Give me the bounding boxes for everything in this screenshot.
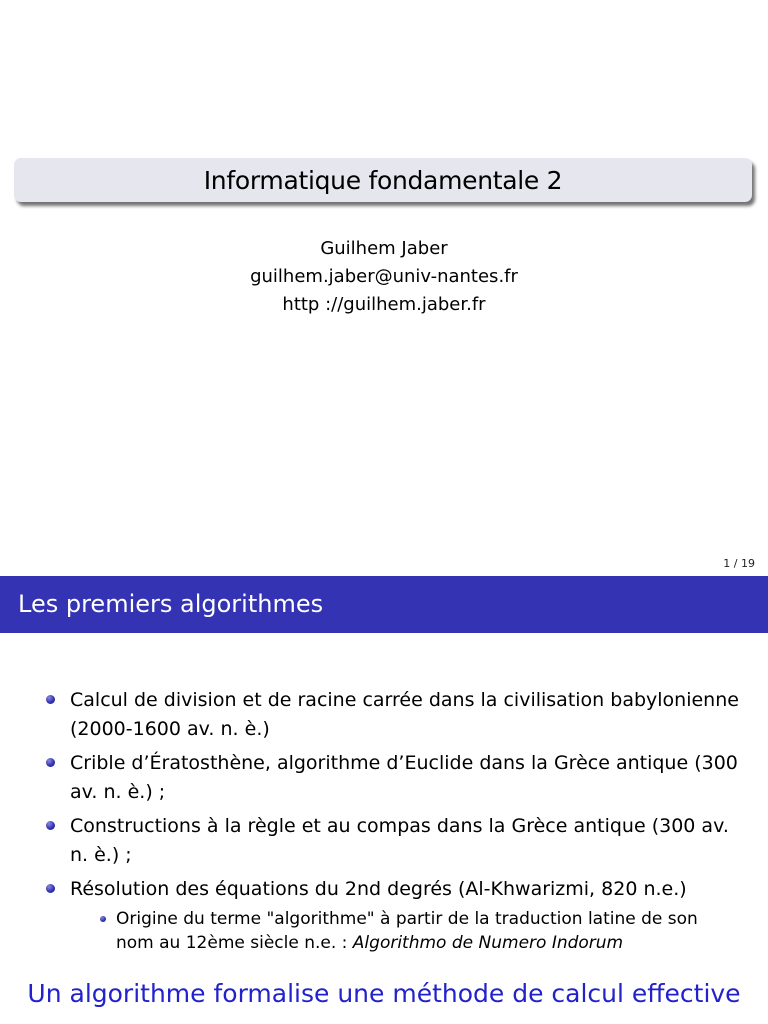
list-item bbox=[0, 749, 768, 807]
page-number: 1 / 19 bbox=[723, 557, 755, 570]
author-name: Guilhem Jaber bbox=[320, 238, 448, 259]
author-url: http ://guilhem.jaber.fr bbox=[282, 294, 486, 315]
list-item-text: Calcul de division et de racine carrée dans la civilisation babylonienne (2000-1600 av. n. è.) bbox=[70, 689, 739, 740]
presentation-title-box bbox=[14, 158, 752, 202]
bullet-ball-icon bbox=[46, 758, 55, 767]
sub-list-item-text: Origine du terme "algorithme" à partir de la traduction latine de son nom au 12ème siècle n.e. : bbox=[116, 909, 698, 953]
list-item-text: Résolution des équations du 2nd degrés (Al-Khwarizmi, 820 n.e.) bbox=[70, 878, 687, 900]
bullet-ball-icon bbox=[46, 884, 55, 893]
presentation-title: Informatique fondamentale 2 bbox=[203, 165, 563, 195]
bullet-ball-icon bbox=[46, 821, 55, 830]
sub-list bbox=[70, 907, 744, 955]
subbullet-ball-icon bbox=[100, 916, 106, 922]
callout-statement: Un algorithme formalise une méthode de calcul effective bbox=[27, 979, 741, 1008]
content-slide bbox=[0, 576, 768, 1024]
list-item bbox=[0, 812, 768, 870]
author-block bbox=[0, 235, 768, 319]
list-item-text: Constructions à la règle et au compas dans la Grèce antique (300 av. n. è.) ; bbox=[70, 815, 729, 866]
list-item bbox=[0, 686, 768, 744]
sub-list-item bbox=[70, 907, 744, 955]
list-item-text: Crible d’Ératosthène, algorithme d’Euclide dans la Grèce antique (300 av. n. è.) ; bbox=[70, 752, 738, 803]
sub-list-item-emphasis: Algorithmo de Numero Indorum bbox=[352, 933, 624, 953]
bullet-list bbox=[0, 686, 768, 960]
list-item bbox=[0, 875, 768, 955]
frame-title: Les premiers algorithmes bbox=[0, 576, 768, 633]
author-email: guilhem.jaber@univ-nantes.fr bbox=[250, 266, 518, 287]
bullet-ball-icon bbox=[46, 695, 55, 704]
